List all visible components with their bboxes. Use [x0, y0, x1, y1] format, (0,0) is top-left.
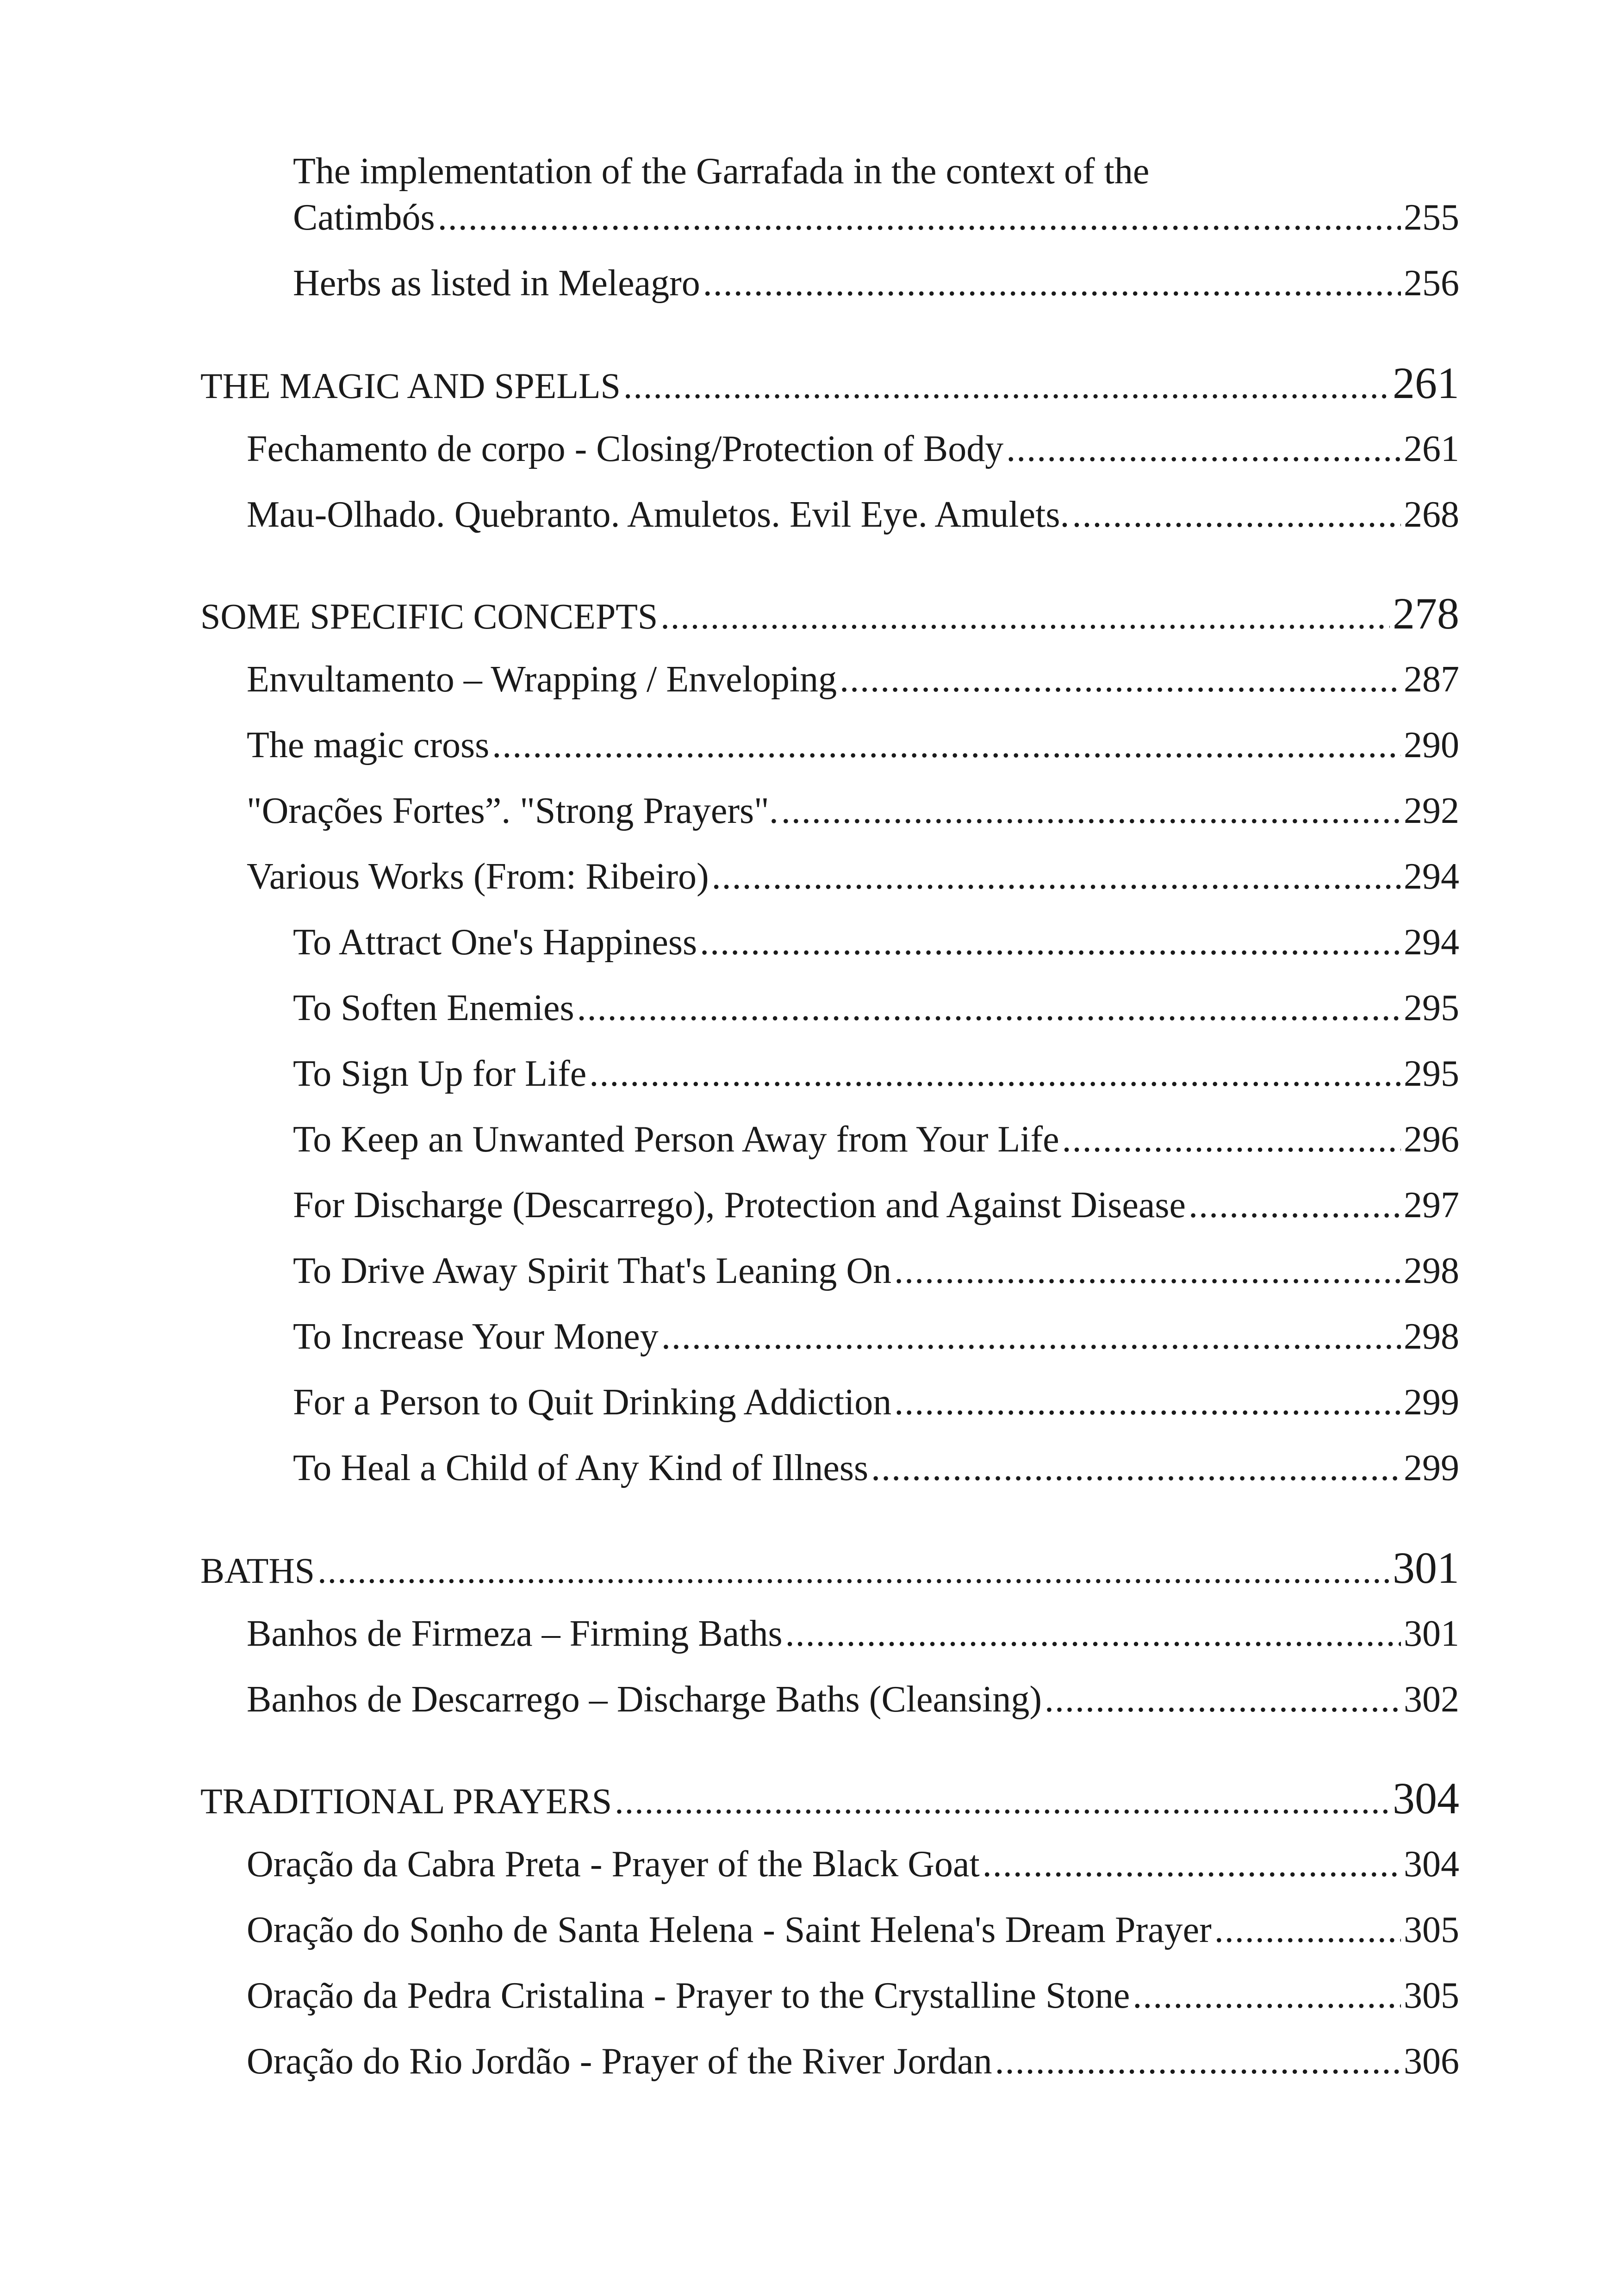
toc-page-number: 305 [1404, 1910, 1459, 1950]
toc-entry[interactable] [247, 1615, 1459, 1652]
dot-leader [1062, 1121, 1401, 1158]
toc-page-number: 255 [1404, 197, 1459, 238]
toc-entry-label: Herbs as listed in Meleagro [293, 263, 700, 304]
toc-entry-label: Various Works (From: Ribeiro) [247, 856, 709, 897]
toc-entry-label: To Drive Away Spirit That's Leaning On [293, 1251, 892, 1291]
toc-entry-label: To Soften Enemies [293, 988, 574, 1028]
toc-entry-label: Banhos de Descarrego – Discharge Baths (Cleansing) [247, 1679, 1042, 1720]
toc-entry-label: Oração da Cabra Preta - Prayer of the Black Goat [247, 1844, 980, 1885]
toc-page-number: 305 [1404, 1975, 1459, 2016]
toc-entry-text: The implementation of the Garrafada in the context of the [293, 151, 1150, 192]
toc-entry[interactable] [247, 1977, 1459, 2014]
toc-entry[interactable] [247, 792, 1459, 829]
dot-leader [983, 1846, 1401, 1883]
toc-entry-label: Envultamento – Wrapping / Enveloping [247, 659, 837, 700]
dot-leader [894, 1384, 1401, 1421]
toc-page-number: 302 [1404, 1679, 1459, 1720]
toc-page-number: 304 [1404, 1844, 1459, 1885]
toc-entry[interactable] [293, 1187, 1459, 1224]
toc-entry[interactable] [247, 496, 1459, 533]
toc-page-number: 299 [1404, 1448, 1459, 1488]
dot-leader [703, 265, 1401, 302]
toc-page-number: 261 [1404, 429, 1459, 469]
dot-leader [1045, 1681, 1401, 1718]
toc-entry-label: To Keep an Unwanted Person Away from Your Life [293, 1119, 1059, 1160]
toc-chapter[interactable] [200, 591, 1459, 636]
toc-page-number: 261 [1393, 358, 1459, 408]
toc-page-number: 292 [1404, 790, 1459, 831]
toc-entry[interactable] [293, 1384, 1459, 1421]
toc-page-number: 304 [1393, 1773, 1459, 1823]
toc-entry[interactable] [247, 1846, 1459, 1883]
toc-page-number: 278 [1393, 589, 1459, 638]
toc-entry[interactable] [293, 1121, 1459, 1158]
toc-entry-label: To Heal a Child of Any Kind of Illness [293, 1448, 869, 1488]
dot-leader [577, 989, 1401, 1027]
dot-leader [317, 1553, 1390, 1589]
toc-chapter-label: SOME SPECIFIC CONCEPTS [200, 596, 658, 636]
toc-entry[interactable] [293, 1055, 1459, 1092]
toc-entry-label: For Discharge (Descarrego), Protection and Against Disease [293, 1185, 1186, 1226]
toc-page-number: 287 [1404, 659, 1459, 700]
dot-leader [871, 1450, 1401, 1487]
toc-entry[interactable] [293, 1252, 1459, 1289]
toc-entry-label: Banhos de Firmeza – Firming Baths [247, 1613, 783, 1654]
toc-chapter-label: THE MAGIC AND SPELLS [200, 366, 621, 406]
dot-leader [661, 1318, 1401, 1355]
toc-entry-label: To Sign Up for Life [293, 1053, 587, 1094]
toc-page-number: 301 [1404, 1613, 1459, 1654]
toc-entry-label: Mau-Olhado. Quebranto. Amuletos. Evil Eye. Amulets. [247, 494, 1070, 535]
dot-leader [615, 1783, 1390, 1819]
dot-leader [1189, 1187, 1401, 1224]
toc-entry-label: Oração do Sonho de Santa Helena - Saint Helena's Dream Prayer [247, 1910, 1212, 1950]
dot-leader [660, 598, 1390, 635]
dot-leader [623, 368, 1390, 404]
toc-entry[interactable] [247, 2043, 1459, 2080]
toc-page-number: 290 [1404, 725, 1459, 765]
toc-entry[interactable] [293, 265, 1459, 302]
toc-page-number: 306 [1404, 2041, 1459, 2082]
toc-page-number: 299 [1404, 1382, 1459, 1423]
dot-leader [1133, 1977, 1401, 2014]
dot-leader [781, 792, 1401, 829]
toc-entry[interactable] [293, 1450, 1459, 1487]
dot-leader [785, 1615, 1401, 1652]
toc-entry[interactable] [247, 1681, 1459, 1718]
toc-page-number: 256 [1404, 263, 1459, 304]
toc-entry[interactable] [247, 1911, 1459, 1948]
toc-page-number: 268 [1404, 494, 1459, 535]
toc-page-number: 294 [1404, 922, 1459, 963]
dot-leader [700, 924, 1401, 961]
toc-chapter[interactable] [200, 1773, 1459, 1823]
toc-entry[interactable] [293, 1318, 1459, 1355]
dot-leader [1072, 496, 1401, 533]
toc-entry[interactable] [247, 661, 1459, 698]
toc-entry-label: The magic cross [247, 725, 490, 765]
toc-entry[interactable] [293, 989, 1459, 1027]
dot-leader [438, 199, 1401, 236]
dot-leader [1006, 430, 1401, 467]
toc-entry[interactable] [293, 924, 1459, 961]
dot-leader [894, 1252, 1401, 1289]
dot-leader [840, 661, 1401, 698]
toc-entry[interactable] [293, 199, 1459, 236]
dot-leader [995, 2043, 1401, 2080]
dot-leader [589, 1055, 1401, 1092]
toc-chapter[interactable] [200, 358, 1459, 408]
toc-entry-label: For a Person to Quit Drinking Addiction [293, 1382, 892, 1423]
toc-page-number: 295 [1404, 988, 1459, 1028]
toc-chapter[interactable] [200, 1543, 1459, 1593]
dot-leader [492, 727, 1401, 764]
toc-entry[interactable] [247, 858, 1459, 895]
toc-entry-label: To Attract One's Happiness [293, 922, 697, 963]
dot-leader [712, 858, 1401, 895]
toc-page-number: 297 [1404, 1185, 1459, 1226]
toc-page-number: 295 [1404, 1053, 1459, 1094]
toc-entry[interactable] [247, 430, 1459, 467]
toc-entry-label: "Orações Fortes”. "Strong Prayers". [247, 790, 778, 831]
toc-page-number: 301 [1393, 1543, 1459, 1593]
toc-entry-label: To Increase Your Money [293, 1316, 659, 1357]
toc-chapter-label: TRADITIONAL PRAYERS [200, 1781, 612, 1821]
toc-chapter-label: BATHS [200, 1550, 315, 1591]
toc-page-number: 296 [1404, 1119, 1459, 1160]
toc-page-number: 294 [1404, 856, 1459, 897]
toc-page-number: 298 [1404, 1251, 1459, 1291]
toc-entry-label: Catimbós [293, 197, 435, 238]
toc-entry[interactable] [247, 727, 1459, 764]
toc-entry-label: Oração do Rio Jordão - Prayer of the River Jordan [247, 2041, 992, 2082]
toc-page-number: 298 [1404, 1316, 1459, 1357]
toc-entry-label: Oração da Pedra Cristalina - Prayer to the Crystalline Stone [247, 1975, 1130, 2016]
dot-leader [1214, 1911, 1401, 1948]
toc-entry-label: Fechamento de corpo - Closing/Protection of Body [247, 429, 1004, 469]
